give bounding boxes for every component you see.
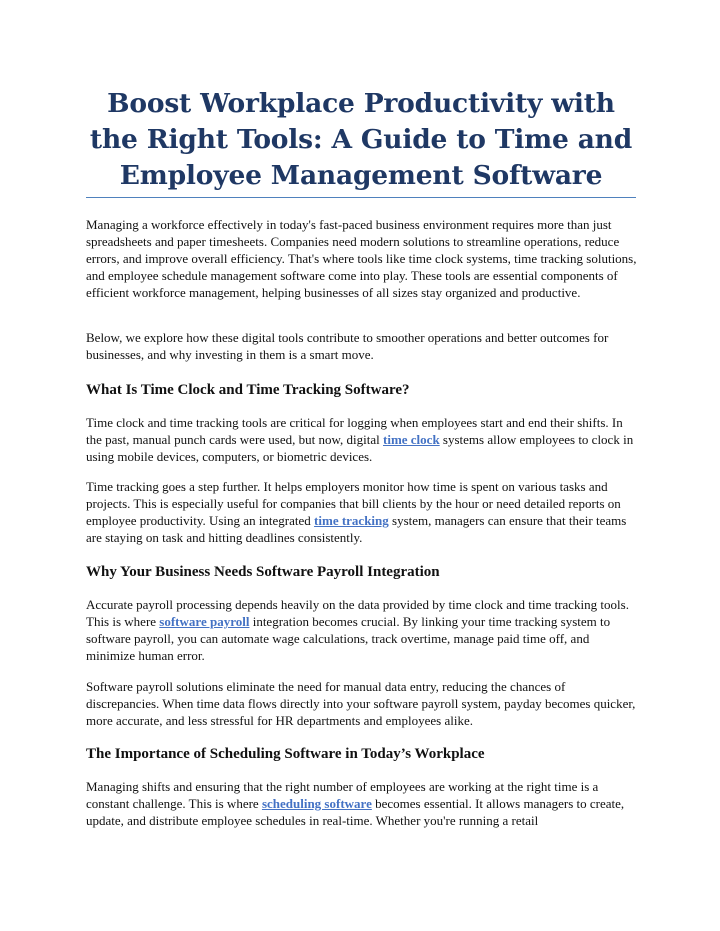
- document-title: Boost Workplace Productivity with the Right Tools: A Guide to Time and Employee Management Software: [89, 88, 633, 191]
- time-clock-paragraph: [86, 414, 638, 465]
- payroll-benefits-paragraph: Software payroll solutions eliminate the need for manual data entry, reducing the chances of discrepancies. When time data flows directly into your software payroll system, payday becomes quicker, more accurate, and less stressful for HR departments and employees alike.: [86, 679, 636, 728]
- paragraph-text: integration becomes crucial. By linking your time tracking system to software payroll, you can automate wage calculations, track overtime, manage paid time off, and minimize human error.: [86, 614, 611, 663]
- paragraph-text: Accurate payroll processing depends heavily on the data provided by time clock and time tracking tools. This is where: [86, 597, 629, 629]
- software-payroll-link[interactable]: software payroll: [159, 614, 250, 629]
- intro-paragraph: Managing a workforce effectively in today's fast-paced business environment requires more than just spreadsheets and paper timesheets. Companies need modern solutions to streamline operations, reduce errors, and improve overall efficiency. That's where tools like time clock systems, time tracking solutions, and employee schedule management software come into play. These tools are essential components of efficient workforce management, helping businesses of all sizes stay organized and productive.: [86, 217, 637, 300]
- paragraph-text: Managing shifts and ensuring that the right number of employees are working at the right time is a constant challenge. This is where: [86, 779, 599, 811]
- paragraph-text: system, managers can ensure that their teams are staying on task and hitting deadlines consistently.: [86, 513, 627, 545]
- overview-paragraph: Below, we explore how these digital tools contribute to smoother operations and better outcomes for businesses, and why investing in them is a smart move.: [86, 330, 609, 362]
- scheduling-software-link[interactable]: scheduling software: [261, 796, 372, 811]
- time-clock-link[interactable]: time clock: [383, 432, 440, 447]
- paragraph-text: becomes essential. It allows managers to create, update, and distribute employee schedules in real-time. Whether you're running a retail: [86, 796, 625, 828]
- time-tracking-paragraph: [86, 478, 638, 546]
- scheduling-paragraph: [86, 778, 638, 829]
- paragraph-text: systems allow employees to clock in using mobile devices, computers, or biometric devices.: [86, 432, 634, 464]
- time-tracking-link[interactable]: time tracking: [314, 513, 389, 528]
- paragraph-text: Time tracking goes a step further. It helps employers monitor how time is spent on various tasks and projects. This is especially useful for companies that bill clients by the hour or need detailed reports on employee productivity. Using an integrated: [86, 479, 621, 528]
- section-heading-time-clock: What Is Time Clock and Time Tracking Software?: [86, 382, 410, 398]
- section-heading-scheduling: The Importance of Scheduling Software in Today’s Workplace: [86, 746, 485, 762]
- title-divider: [86, 197, 636, 198]
- section-heading-payroll: Why Your Business Needs Software Payroll Integration: [86, 564, 440, 580]
- paragraph-text: Time clock and time tracking tools are critical for logging when employees start and end their shifts. In the past, manual punch cards were used, but now, digital: [86, 415, 623, 447]
- payroll-paragraph: [86, 596, 638, 664]
